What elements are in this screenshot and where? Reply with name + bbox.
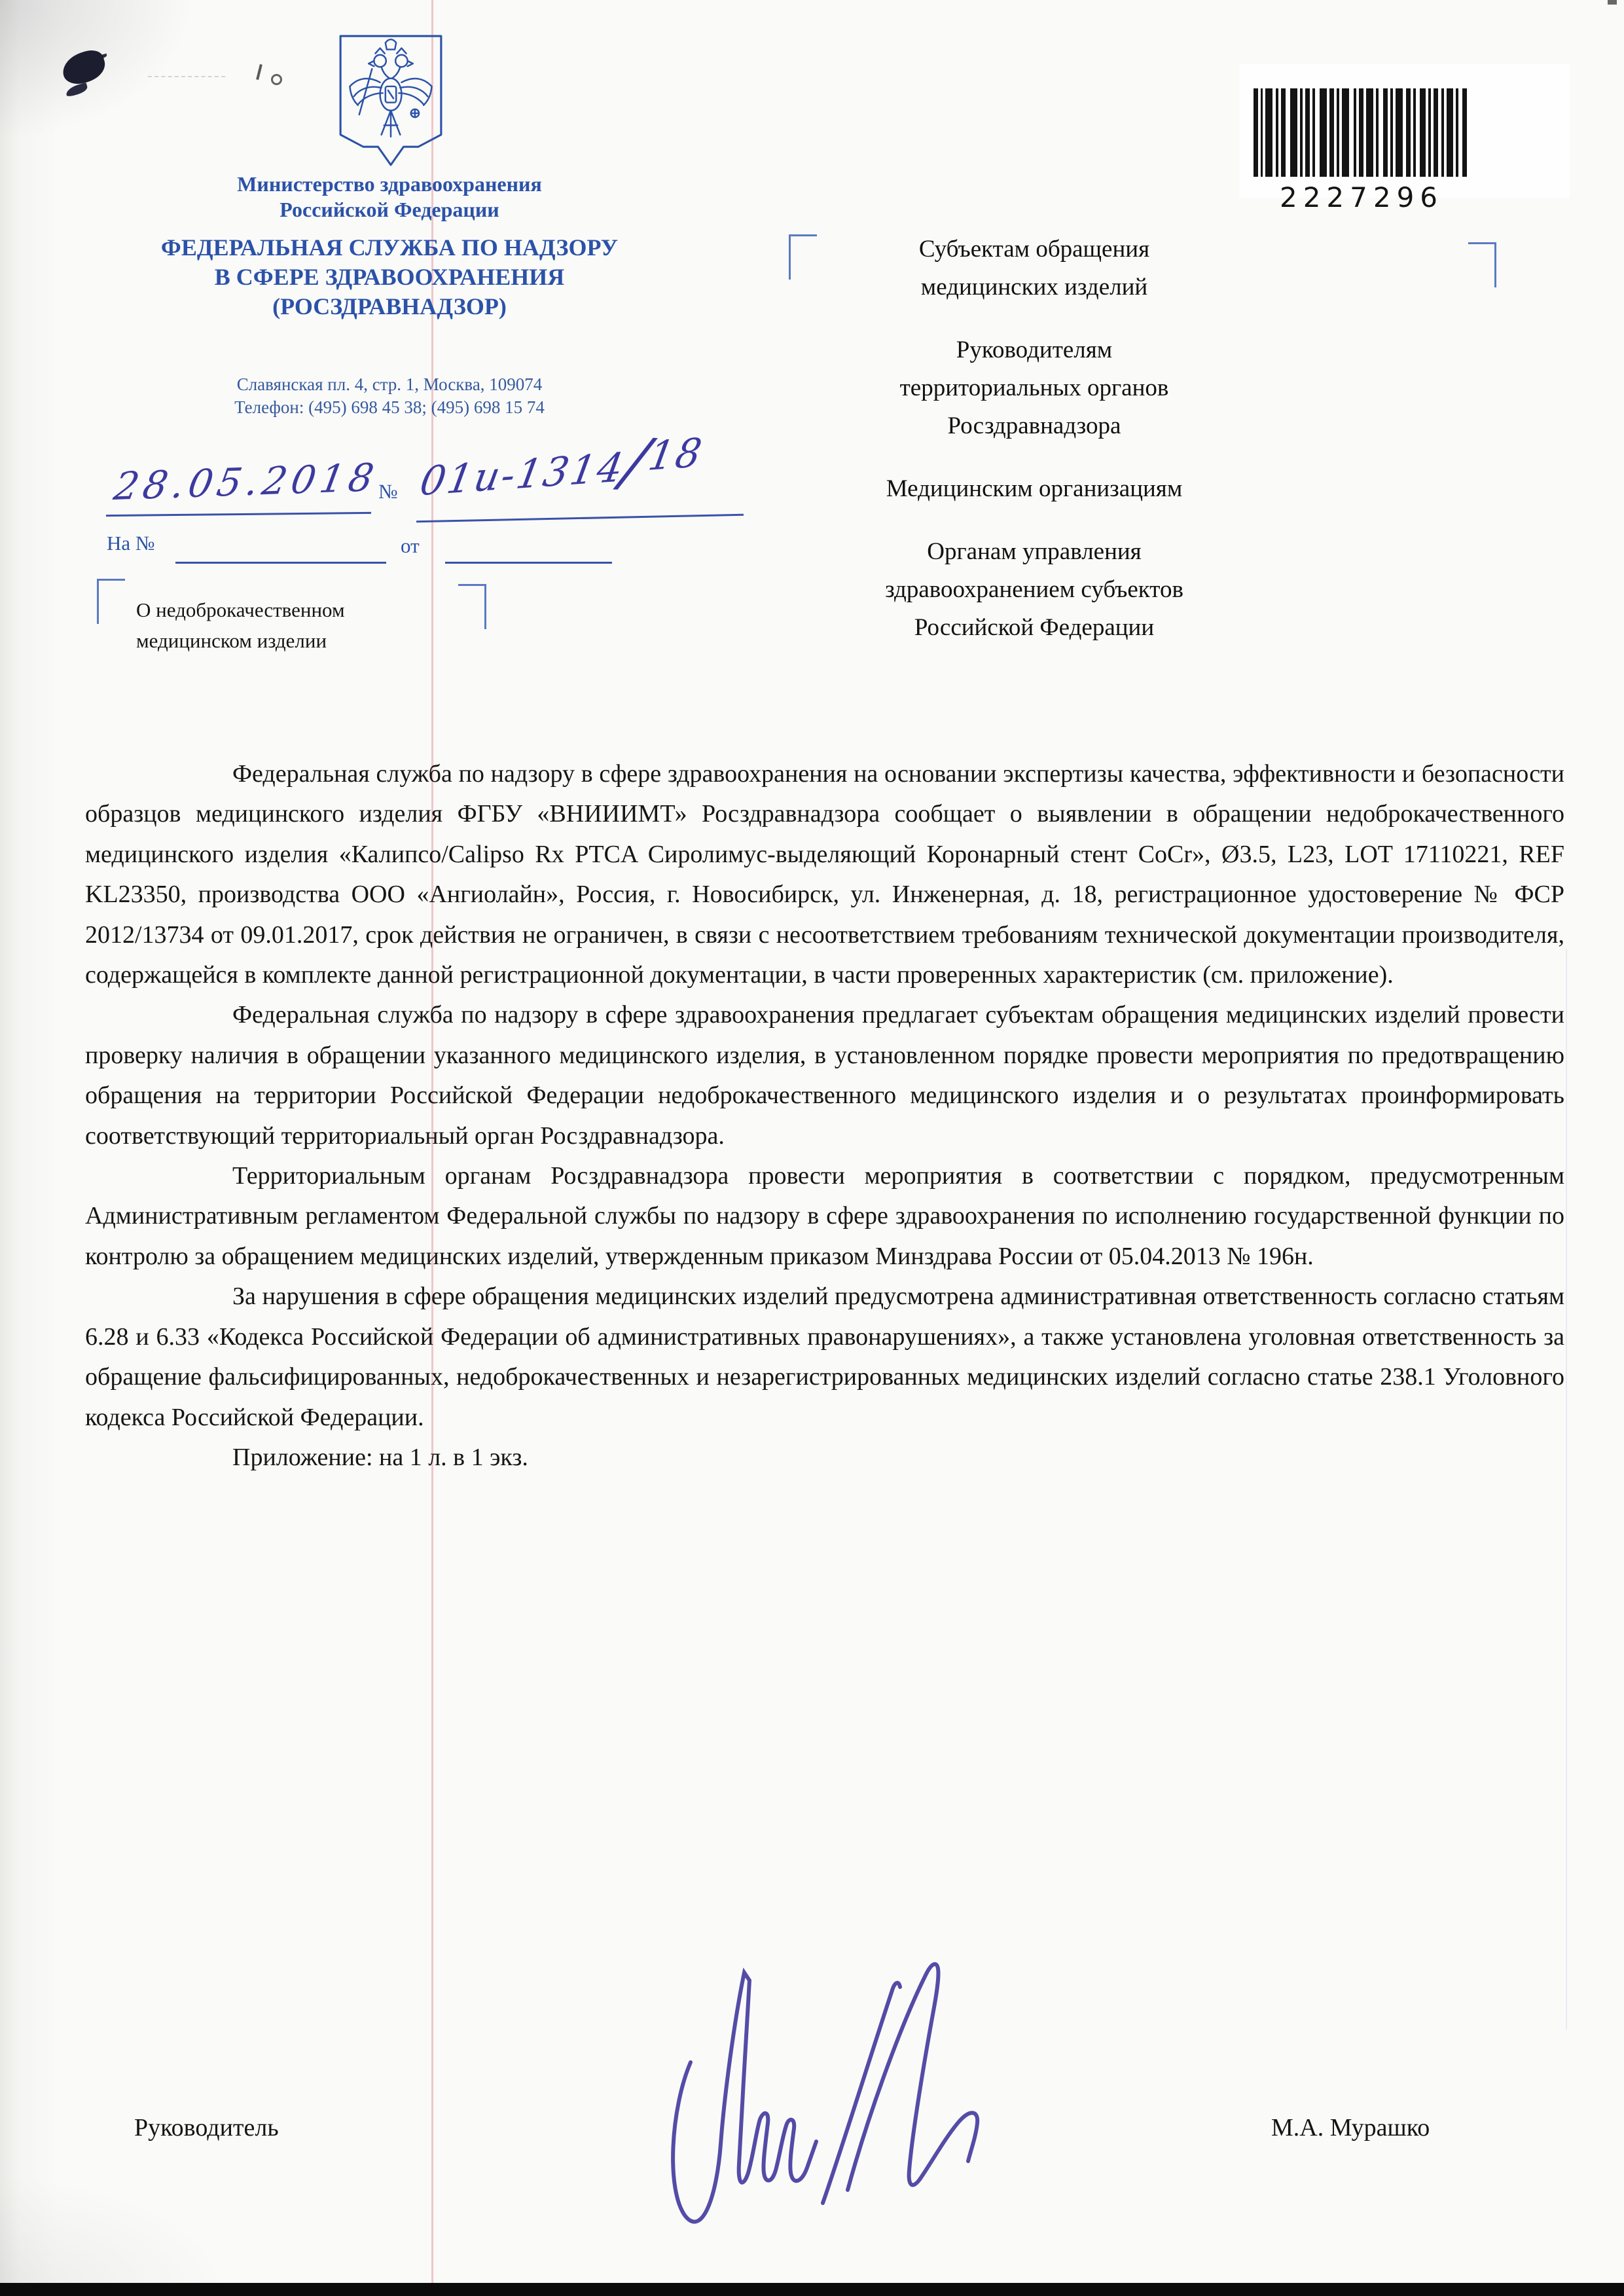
attachment-note: Приложение: на 1 л. в 1 экз.: [232, 1443, 528, 1471]
subject-corner-left: [97, 579, 125, 624]
barcode-number: 2227296: [1279, 181, 1444, 213]
ministry-line-2: Российской Федерации: [280, 198, 499, 221]
signer-name: М.А. Мурашко: [1271, 2114, 1430, 2141]
recipient-line: Руководителям: [956, 337, 1113, 363]
letterhead-phone: Телефон: (495) 698 45 38; (495) 698 15 74: [234, 397, 545, 417]
letterhead-contacts: [108, 373, 671, 419]
service-name: [98, 233, 681, 321]
reply-date-blank: [445, 562, 612, 564]
ministry-line-1: Министерство здравоохранения: [237, 172, 542, 196]
recipient-line: Российской Федерации: [914, 614, 1155, 641]
body-paragraph-4: За нарушения в сфере обращения медицинских изделий предусмотрена административная ответственность согласно статьям 6.28 и 6.33 «Кодекса Российской Федерации об административных правонарушениях», а также установлена уголовная ответственность за обращение фальсифицированных, недоброкачественных и незарегистрированных медицинских изделий согласно статье 238.1 Уголовного кодекса Российской Федерации.: [85, 1283, 1564, 1431]
service-line-3: (РОСЗДРАВНАДЗОР): [272, 293, 507, 319]
recipients-block: [805, 230, 1263, 672]
recipient-line: Росздравнадзора: [947, 412, 1121, 439]
handwritten-number: 01и-1314/18: [416, 424, 707, 505]
subject-line-2: медицинском изделии: [136, 629, 327, 652]
body-paragraph-2: Федеральная служба по надзору в сфере здравоохранения предлагает субъектам обращения медицинских изделий провести проверку наличия в обращении указанного медицинского изделия, в установленном порядке провести мероприятия по предотвращению обращения на территории Российской Федерации недоброкачественного медицинского изделия и о результатах проинформировать соответствующий территориальный орган Росздравнадзора.: [85, 1001, 1564, 1150]
scan-faint-line: [1566, 949, 1567, 2030]
scan-speck: [1608, 0, 1617, 5]
recipient-group-3: [805, 470, 1263, 508]
service-line-1: ФЕДЕРАЛЬНАЯ СЛУЖБА ПО НАДЗОРУ: [160, 234, 619, 261]
pen-mark: [256, 64, 262, 80]
signer-title: Руководитель: [134, 2114, 279, 2141]
body-paragraph-1: Федеральная служба по надзору в сфере здравоохранения на основании экспертизы качества, эффективности и безопасности образцов медицинского изделия ФГБУ «ВНИИИМТ» Росздравнадзора сообщает о выявлении в обращении недоброкачественного медицинского изделия «Калипсо/Calipso Rx PTCA Сиролимус-выделяющий Коронарный стент CoCr», Ø3.5, L23, LOT 17110221, REF KL23350, производства ООО «Ангиолайн», Россия, г. Новосибирск, ул. Инженерная, д. 18, регистрационное удостоверение № ФСР 2012/13734 от 09.01.2017, срок действия не ограничен, в связи с несоответствием требованиям технической документации производителя, содержащейся в комплекте данной регистрационной документации, в части проверенных характеристик (см. приложение).: [85, 760, 1564, 989]
recipient-line: Органам управления: [927, 538, 1142, 565]
handwritten-date: 28.05.2018: [111, 454, 382, 509]
subject-line-1: О недоброкачественном: [136, 598, 345, 621]
subject-block: [136, 594, 463, 656]
recipient-line: Субъектам обращения: [918, 236, 1150, 263]
recipient-group-1: [805, 230, 1263, 306]
recipient-line: Медицинским организациям: [886, 475, 1183, 502]
number-underline: [416, 514, 744, 522]
letter-body: [85, 754, 1564, 1478]
ministry-name: [108, 172, 671, 223]
recipient-group-4: [805, 533, 1263, 647]
faint-pen-dashes: [148, 76, 225, 77]
date-underline: [106, 512, 371, 517]
reply-from-label: от: [401, 534, 420, 557]
recipients-corner-right: [1468, 242, 1496, 287]
pen-mark-ring: [271, 74, 282, 85]
handwritten-signature: [651, 1954, 1044, 2246]
letterhead-address: Славянская пл. 4, стр. 1, Москва, 109074: [236, 374, 543, 394]
recipient-line: территориальных органов: [899, 374, 1169, 401]
barcode: [1254, 88, 1470, 213]
coat-of-arms-icon: [338, 34, 443, 168]
handwritten-slash: /: [615, 424, 659, 500]
recipient-line: здравоохранением субъектов: [885, 576, 1183, 603]
barcode-bars: [1254, 88, 1470, 177]
service-line-2: В СФЕРЕ ЗДРАВООХРАНЕНИЯ: [214, 264, 565, 290]
body-paragraph-3: Территориальным органам Росздравнадзора провести мероприятия в соответствии с порядком, предусмотренным Административным регламентом Федеральной службы по надзору в сфере здравоохранения по исполнению государственной функции по контролю за обращением медицинских изделий, утвержденным приказом Минздрава России от 05.04.2013 № 196н.: [85, 1162, 1564, 1270]
ink-smudge: [59, 47, 109, 88]
reply-number-blank: [175, 562, 386, 564]
scan-edge-bar: [0, 2283, 1624, 2296]
recipient-group-2: [805, 331, 1263, 445]
recipient-line: медицинских изделий: [920, 274, 1148, 301]
number-sign-label: №: [378, 480, 398, 503]
reply-number-label: На №: [107, 532, 155, 555]
